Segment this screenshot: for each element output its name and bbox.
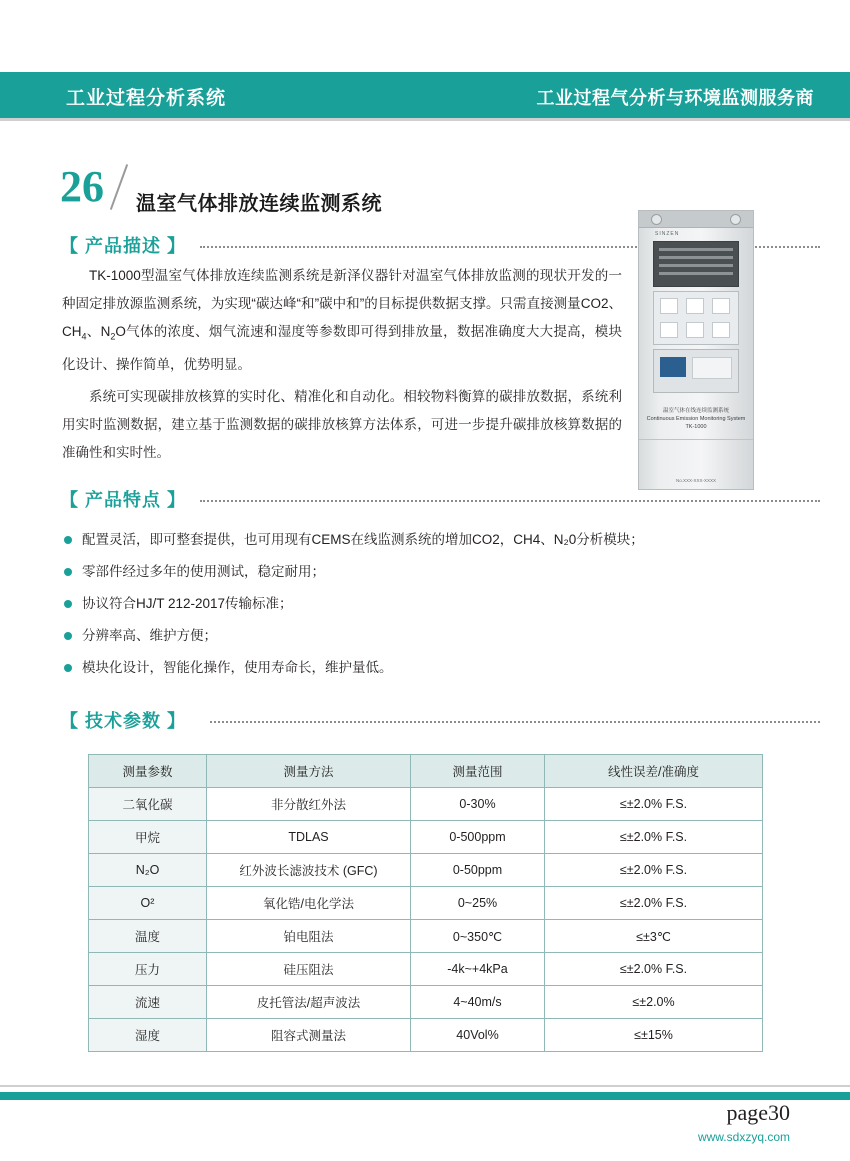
column-header: 测量参数 (89, 755, 207, 788)
header-divider (0, 118, 850, 121)
cell-parameter: O² (89, 887, 207, 920)
spec-table (88, 754, 763, 1052)
cell-accuracy: ≤±2.0% F.S. (545, 854, 763, 887)
bullet-icon (64, 600, 72, 608)
table-row (89, 953, 763, 986)
header-right-title: 工业过程气分析与环境监测服务商 (536, 88, 814, 108)
cabinet-footer-text: No.XXX-XXX-XXXX (675, 478, 716, 483)
module-bar-1 (659, 248, 733, 251)
description-paragraph-2: 系统可实现碳排放核算的实时化、精准化和自动化。相较物料衡算的碳排放数据，系统利用实时监测数据，建立基于监测数据的碳排放核算方法体系，可进一步提升碳排放核算数据的准确性和实时性。 (62, 388, 622, 460)
cell-parameter: 压力 (89, 953, 207, 986)
cabinet-upper-module (653, 241, 739, 287)
description-body (62, 262, 622, 467)
description-heading-label: 【 产品描述 】 (60, 236, 187, 256)
cell-range: 4~40m/s (411, 986, 545, 1019)
cell-accuracy: ≤±2.0% (545, 986, 763, 1019)
table-row (89, 920, 763, 953)
table-row (89, 854, 763, 887)
module-bar-3 (659, 264, 733, 267)
cell-parameter: 二氧化碳 (89, 788, 207, 821)
cell-parameter: 温度 (89, 920, 207, 953)
bullet-icon (64, 568, 72, 576)
cell-range: 0-50ppm (411, 854, 545, 887)
cell-range: -4k~+4kPa (411, 953, 545, 986)
list-item (62, 556, 762, 588)
desc-p1-part-c: 、N (86, 324, 111, 339)
table-header-row (89, 755, 763, 788)
feature-text: 配置灵活，即可整套提供，也可用现有CEMS在线监测系统的增加CO2，CH4、N₂0分析模块； (82, 532, 644, 547)
cell-method: 阻容式测量法 (207, 1019, 411, 1052)
cell-method: TDLAS (207, 821, 411, 854)
lifting-ring-right-icon (730, 214, 741, 225)
header-left-title: 工业过程分析系统 (66, 88, 227, 109)
cell-range: 40Vol% (411, 1019, 545, 1052)
bullet-icon (64, 536, 72, 544)
spec-table-wrapper (88, 754, 762, 1052)
panel-cell-6 (712, 322, 730, 338)
lifting-ring-left-icon (651, 214, 662, 225)
cabinet-caption-en: Continuous Emission Monitoring System (646, 416, 746, 422)
panel-cell-5 (686, 322, 704, 338)
cell-method: 皮托管法/超声波法 (207, 986, 411, 1019)
display-keypad (692, 357, 732, 379)
table-row (89, 821, 763, 854)
features-heading-label: 【 产品特点 】 (60, 490, 187, 510)
cell-range: 0~350℃ (411, 920, 545, 953)
cabinet-caption (639, 407, 753, 431)
bullet-icon (64, 664, 72, 672)
desc-p1-part-b: 的目标提供数据支撑。只需直接测量CO2、CH (62, 296, 622, 339)
feature-text: 模块化设计，智能化操作，使用寿命长，维护量低。 (82, 660, 393, 675)
product-photo (638, 210, 754, 490)
cabinet-display-module (653, 349, 739, 393)
page-title: 温室气体排放连续监测系统 (136, 193, 382, 215)
cell-range: 0~25% (411, 887, 545, 920)
cabinet-middle-panel (653, 291, 739, 345)
column-header: 测量范围 (411, 755, 545, 788)
cabinet-model: TK-1000 (685, 424, 707, 430)
cell-method: 氧化锆/电化学法 (207, 887, 411, 920)
cell-parameter: 流速 (89, 986, 207, 1019)
list-item (62, 588, 762, 620)
features-list (62, 524, 762, 684)
title-slash-divider (110, 164, 128, 210)
cell-range: 0-500ppm (411, 821, 545, 854)
cell-accuracy: ≤±2.0% F.S. (545, 887, 763, 920)
desc-p1-quote: “碳达峰“和”碳中和” (251, 296, 365, 311)
column-header: 线性误差/准确度 (545, 755, 763, 788)
cell-parameter: 湿度 (89, 1019, 207, 1052)
list-item (62, 524, 762, 556)
cell-method: 红外波长滤波技术 (GFC) (207, 854, 411, 887)
panel-cell-4 (660, 322, 678, 338)
feature-text: 零部件经过多年的使用测试，稳定耐用； (82, 564, 325, 579)
cell-accuracy: ≤±2.0% F.S. (545, 821, 763, 854)
list-item (62, 652, 762, 684)
cell-accuracy: ≤±3℃ (545, 920, 763, 953)
cell-method: 硅压阻法 (207, 953, 411, 986)
page-header (0, 72, 850, 118)
table-row (89, 986, 763, 1019)
module-bar-2 (659, 256, 733, 259)
table-row (89, 788, 763, 821)
website-url: www.sdxzyq.com (697, 1130, 790, 1144)
cabinet-caption-cn: 温室气体在线连续监测系统 (662, 408, 729, 414)
cell-accuracy: ≤±2.0% F.S. (545, 953, 763, 986)
desc-p1-sub-4: 4 (81, 331, 87, 342)
description-paragraph-1 (62, 262, 622, 379)
footer-divider (0, 1085, 850, 1087)
cell-range: 0-30% (411, 788, 545, 821)
tech-heading (60, 707, 760, 733)
column-header: 测量方法 (207, 755, 411, 788)
cell-method: 非分散红外法 (207, 788, 411, 821)
list-item (62, 620, 762, 652)
features-heading (60, 486, 760, 512)
table-row (89, 887, 763, 920)
page-number: page30 (726, 1100, 790, 1125)
cabinet-door-divider (639, 439, 753, 440)
desc-p1-part-d: O气体的浓度、烟气流速和湿度等参数即可得到排放量，数据准确度大大提高，模块化设计、操作简单，优势明显。 (62, 324, 623, 372)
panel-cell-2 (686, 298, 704, 314)
cell-accuracy: ≤±15% (545, 1019, 763, 1052)
features-heading-dots (200, 500, 820, 502)
page-footer-band (0, 1092, 850, 1100)
panel-cell-1 (660, 298, 678, 314)
cell-method: 铂电阻法 (207, 920, 411, 953)
desc-p1-part-a: TK-1000型温室气体排放连续监测系统是新泽仪器针对温室气体排放监测的现状开发的一种固定排放源监测系统，为实现 (62, 268, 622, 311)
cell-accuracy: ≤±2.0% F.S. (545, 788, 763, 821)
tech-heading-dots (210, 721, 820, 723)
cabinet-brand-label: SINZEN (655, 231, 680, 237)
tech-heading-label: 【 技术参数 】 (60, 711, 187, 731)
cell-parameter: N₂O (89, 854, 207, 887)
feature-text: 协议符合HJ/T 212-2017传输标准； (82, 596, 293, 611)
panel-cell-3 (712, 298, 730, 314)
section-title-block (60, 162, 660, 215)
display-screen (660, 357, 686, 377)
feature-text: 分辨率高、维护方便； (82, 628, 217, 643)
section-number: 26 (60, 162, 104, 211)
cell-parameter: 甲烷 (89, 821, 207, 854)
desc-p1-sub-2: 2 (110, 331, 116, 342)
table-row (89, 1019, 763, 1052)
bullet-icon (64, 632, 72, 640)
module-bar-4 (659, 272, 733, 275)
